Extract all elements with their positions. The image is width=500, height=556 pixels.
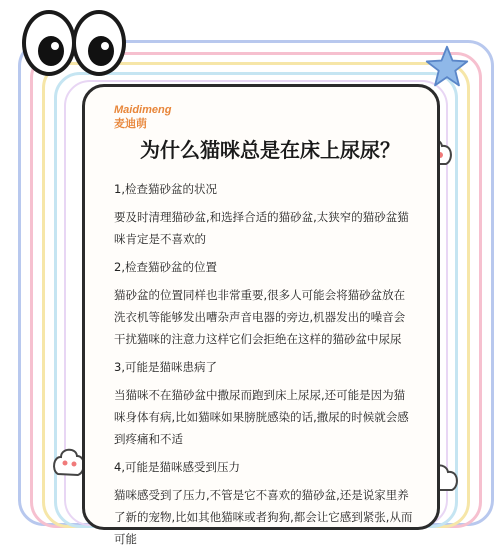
- section-text: 猫咪感受到了压力,不管是它不喜欢的猫砂盆,还是说家里养了新的宠物,比如其他猫咪或者狗狗,都会让它感到紧张,从而可能: [114, 488, 413, 546]
- cartoon-eye-left-icon: [22, 10, 76, 76]
- section-text: 猫砂盆的位置同样也非常重要,很多人可能会将猫砂盆放在洗衣机等能够发出嘈杂声音电器的旁边,机器发出的噪音会干扰猫咪的注意力这样它们会拒绝在这样的猫砂盆中尿尿: [114, 288, 406, 346]
- brand-logo: [114, 104, 171, 131]
- star-icon: [424, 44, 470, 90]
- section-heading: 2,检查猫砂盆的位置: [114, 260, 217, 274]
- logo-english: Maidimeng: [114, 104, 172, 116]
- page-title: 为什么猫咪总是在床上尿尿？: [140, 138, 400, 162]
- section-heading: 4,可能是猫咪感受到压力: [114, 460, 240, 474]
- cartoon-eye-right-icon: [72, 10, 126, 76]
- section-text: 要及时清理猫砂盆,和选择合适的猫砂盆,太狭窄的猫砂盆猫咪肯定是不喜欢的: [114, 210, 409, 246]
- cloud-doodle-left-icon: [52, 444, 86, 480]
- section-text: 当猫咪不在猫砂盆中撒尿而跑到床上尿尿,还可能是因为猫咪身体有病,比如猫咪如果膀胱感染的话,撒尿的时候就会感到疼痛和不适: [114, 388, 409, 446]
- logo-chinese: 麦迪萌: [114, 118, 147, 130]
- section-heading: 1,检查猫砂盆的状况: [114, 182, 217, 196]
- section-heading: 3,可能是猫咪患病了: [114, 360, 217, 374]
- article-body: [114, 178, 414, 556]
